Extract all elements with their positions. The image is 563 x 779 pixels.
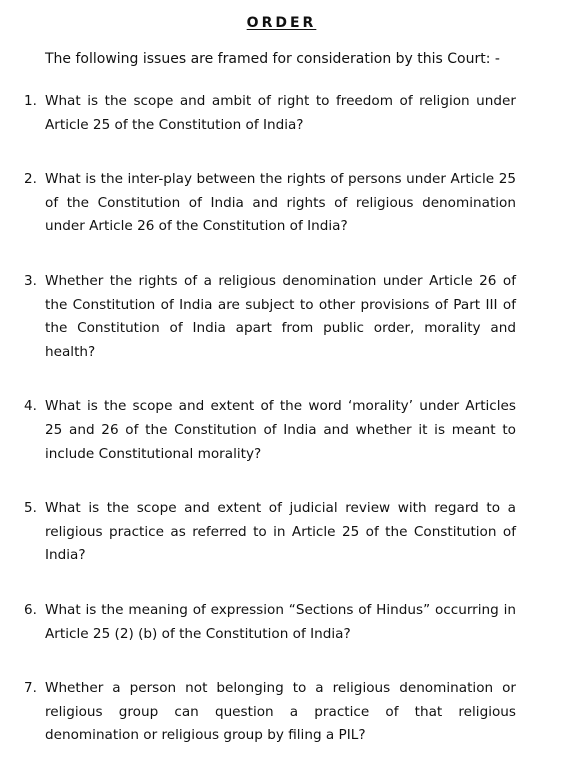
- issue-number: 4.: [24, 398, 37, 415]
- issue-number: 6.: [24, 601, 37, 618]
- issue-number: 7.: [24, 680, 37, 697]
- issue-text: What is the scope and extent of judicial review with regard to a religious practice as referred to in Article 25 of the Constitution of India?: [45, 500, 516, 564]
- issue-text: What is the scope and ambit of right to freedom of religion under Article 25 of the Constitution of India?: [45, 93, 516, 133]
- issue-text: What is the meaning of expression “Sections of Hindus” occurring in Article 25 (2) (b) of the Constitution of India?: [45, 601, 516, 642]
- document-title: ORDER: [246, 15, 317, 31]
- issue-number: 3.: [24, 272, 37, 289]
- list-item: [0, 168, 563, 239]
- issue-number: 1.: [24, 93, 37, 109]
- list-item: [0, 497, 563, 568]
- list-item: [0, 90, 563, 137]
- issue-text: What is the inter-play between the rights of persons under Article 25 of the Constitution of India and rights of religious denomination under Article 26 of the Constitution of India?: [45, 171, 516, 235]
- issue-text: Whether a person not belonging to a religious denomination or religious group can question a practice of that religious denomination or religious group by filing a PIL?: [45, 680, 516, 744]
- list-item: [0, 677, 563, 748]
- intro-paragraph: The following issues are framed for consideration by this Court: -: [45, 51, 500, 67]
- issue-number: 2.: [24, 171, 37, 188]
- list-item: [0, 395, 563, 466]
- issue-text: Whether the rights of a religious denomination under Article 26 of the Constitution of India are subject to other provisions of Part III of the Constitution of India apart from public order, morality and health?: [45, 272, 516, 360]
- list-item: [0, 270, 563, 364]
- list-item: [0, 599, 563, 646]
- issue-text: What is the scope and extent of the word ‘morality’ under Articles 25 and 26 of the Constitution of India and whether it is meant to include Constitutional morality?: [45, 398, 516, 462]
- issues-list: [0, 90, 563, 779]
- issue-number: 5.: [24, 500, 37, 517]
